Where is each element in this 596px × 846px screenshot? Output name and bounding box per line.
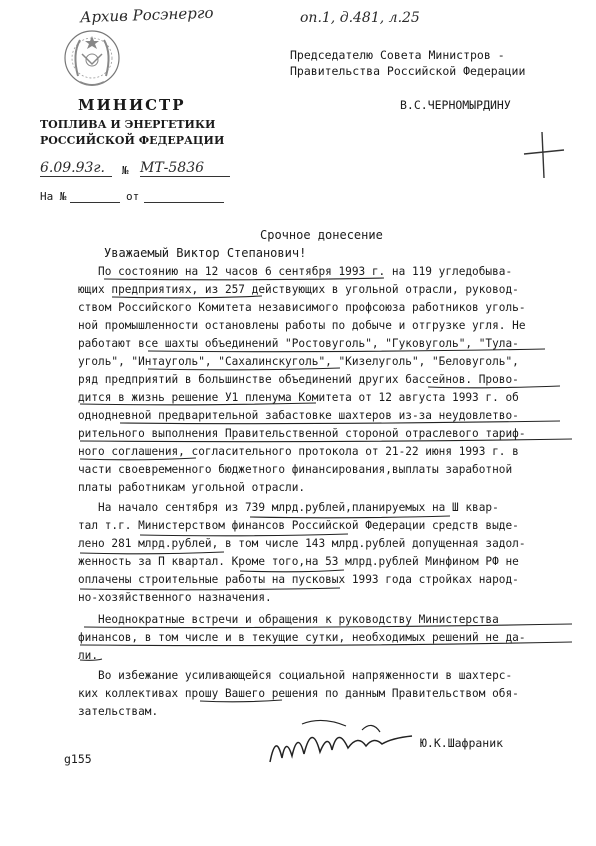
body-line: платы работникам угольной отрасли. [78, 481, 306, 494]
ministry-subtitle-2: РОССИЙСКОЙ ФЕДЕРАЦИИ [40, 134, 225, 147]
reference-label-na: На № [40, 190, 67, 203]
greeting: Уважаемый Виктор Степанович! [104, 246, 307, 260]
addressee-name: В.С.ЧЕРНОМЫРДИНУ [400, 98, 511, 112]
archive-reference: оп.1, д.481, л.25 [300, 10, 420, 26]
body-line: По состоянию на 12 часов 6 сентября 1993 г. на 119 угледобыва- [78, 265, 513, 278]
addressee-line-2: Правительства Российской Федерации [290, 64, 526, 78]
signer-name: Ю.К.Шафраник [420, 736, 504, 750]
letter-number: МТ-5836 [140, 160, 230, 177]
body-line: но-хозяйственного назначения. [78, 591, 272, 604]
addressee-line-1: Председателю Совета Министров - [290, 48, 505, 62]
body-line: ством Российского Комитета независимого профсоюза работников уголь- [78, 301, 526, 314]
body-line: лено 281 млрд.рублей, в том числе 143 млрд.рублей допущенная задол- [78, 537, 526, 550]
body-line: женность за П квартал. Кроме того,на 53 млрд.рублей Минфином РФ не [78, 555, 519, 568]
letter-number-label: № [122, 164, 129, 177]
body-line: Неоднократные встречи и обращения к руководству Министерства [78, 613, 499, 626]
reference-label-ot: от [126, 190, 140, 203]
body-line: части своевременного бюджетного финансирования,выплаты заработной [78, 463, 513, 476]
body-line: однодневной предварительной забастовке шахтеров из-за неудовлетво- [78, 409, 519, 422]
body-line: рительного выполнения Правительственной стороной отраслевого тариф- [78, 427, 526, 440]
letter-date: 6.09.93г. [40, 160, 112, 177]
body-line: ряд предприятий в большинстве объединений других бассейнов. Прово- [78, 373, 519, 386]
body-line: ли. [78, 649, 99, 662]
body-line: зательствам. [78, 705, 159, 718]
body-line: оплачены строительные работы на пусковых 1993 года стройках народ- [78, 573, 519, 586]
ministry-subtitle-1: ТОПЛИВА И ЭНЕРГЕТИКИ [40, 118, 216, 131]
document-title: Срочное донесение [260, 228, 383, 242]
body-line: ющих предприятиях, из 257 действующих в угольной отрасли, руковод- [78, 283, 519, 296]
body-line: работают все шахты объединений "Ростовуголь", "Гуковуголь", "Тула- [78, 337, 519, 350]
body-line: ного соглашения, согласительного протокола от 21-22 июня 1993 г. в [78, 445, 519, 458]
document-code: g155 [64, 752, 92, 766]
body-line: уголь", "Интауголь", "Сахалинскуголь", "Кизелуголь", "Беловуголь", [78, 355, 519, 368]
signature-image [262, 712, 422, 776]
body-line: финансов, в том числе и в текущие сутки, необходимых решений не да- [78, 631, 526, 644]
body-line: тал т.г. Министерством финансов Российской Федерации средств выде- [78, 519, 519, 532]
body-line: ной промышленности остановлены работы по добыче и отгрузке угля. Не [78, 319, 526, 332]
archive-stamp: Архив Росэнерго [79, 3, 214, 27]
ministry-title: МИНИСТР [78, 96, 186, 114]
body-line: дится в жизнь решение У1 пленума Комитета от 12 августа 1993 г. об [78, 391, 519, 404]
body-line: Во избежание усиливающейся социальной напряженности в шахтерс- [78, 669, 513, 682]
body-line: ких коллективах прошу Вашего решения по данным Правительством обя- [78, 687, 519, 700]
body-line: На начало сентября из 739 млрд.рублей,планируемых на Ш квар- [78, 501, 499, 514]
